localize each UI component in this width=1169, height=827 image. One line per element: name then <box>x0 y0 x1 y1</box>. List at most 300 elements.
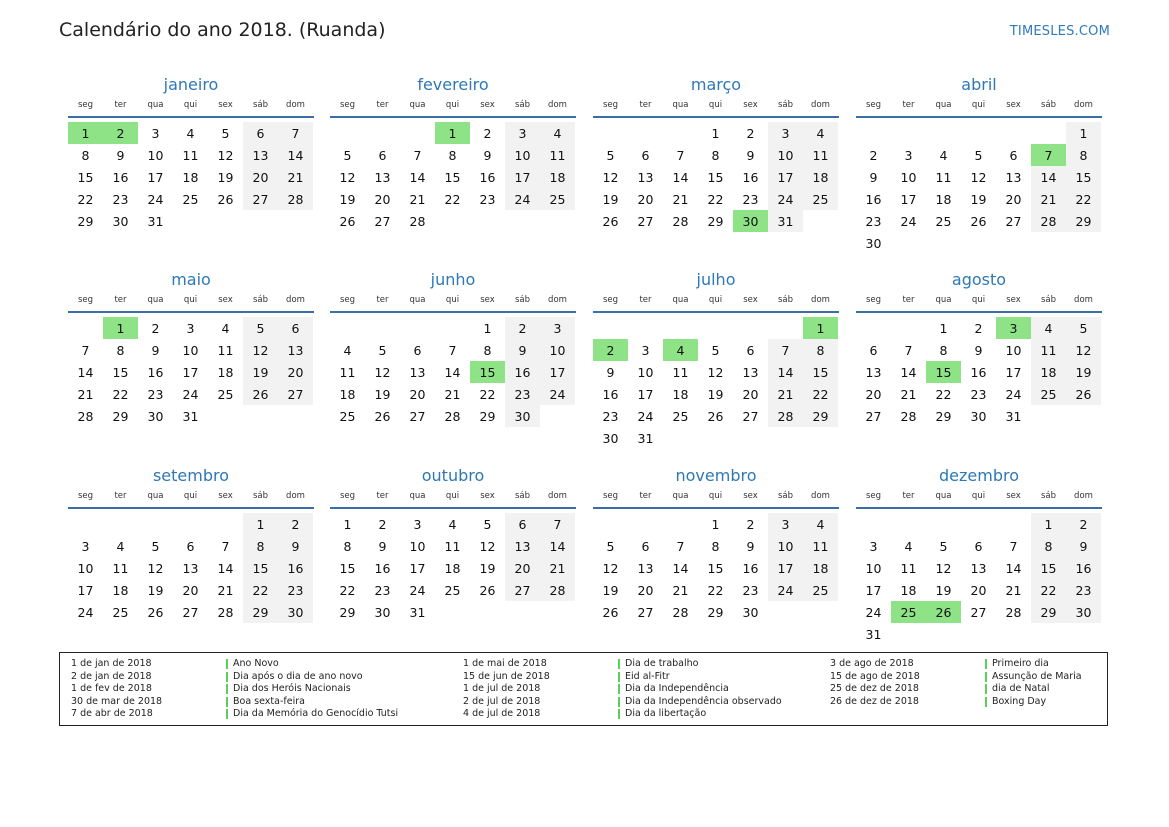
day-cell: 12 <box>1066 339 1101 361</box>
day-cell: 16 <box>278 557 313 579</box>
weekday-label: sáb <box>514 100 531 110</box>
legend-date: 2 de jan de 2018 <box>71 670 152 682</box>
day-cell: 2 <box>746 516 755 532</box>
day-cell: 4 <box>904 538 913 554</box>
day-cell: 11 <box>112 560 129 576</box>
weekday-label: sáb <box>514 491 531 501</box>
weekday-label: dom <box>1074 491 1093 501</box>
month-title: março <box>690 75 742 94</box>
day-cell: 1 <box>1031 513 1066 535</box>
empty-cell <box>768 317 803 339</box>
day-cell: 7 <box>221 538 230 554</box>
weekday-label: dom <box>811 491 830 501</box>
empty-cell <box>138 513 173 535</box>
day-cell: 1 <box>483 320 492 336</box>
month-divider <box>68 507 314 509</box>
day-grid <box>330 317 576 427</box>
legend-row <box>463 708 782 721</box>
day-grid <box>68 122 314 232</box>
month-novembro <box>593 465 839 623</box>
day-cell: 27 <box>742 408 759 424</box>
day-cell: 26 <box>1066 383 1101 405</box>
day-cell: 13 <box>243 144 278 166</box>
day-cell: 22 <box>707 191 724 207</box>
legend-date: 2 de jul de 2018 <box>463 695 541 707</box>
month-julho <box>593 269 839 449</box>
day-cell: 17 <box>768 557 803 579</box>
day-cell: 30 <box>742 604 759 620</box>
legend-date: 30 de mar de 2018 <box>71 695 163 707</box>
day-cell: 1 <box>939 320 948 336</box>
holiday-day-cell: 4 <box>663 339 698 361</box>
empty-cell <box>891 122 926 144</box>
legend-holiday-name: Boa sexta-feira <box>233 695 305 707</box>
weekday-label: ter <box>902 295 915 305</box>
month-dezembro <box>856 465 1102 645</box>
day-cell: 30 <box>112 213 129 229</box>
empty-cell <box>400 317 435 339</box>
day-cell: 9 <box>974 342 983 358</box>
legend-holiday-name: Dia da Memória do Genocídio Tutsi <box>233 708 399 719</box>
day-cell: 25 <box>803 579 838 601</box>
month-maio <box>68 269 314 427</box>
day-cell: 29 <box>243 601 278 623</box>
day-cell: 9 <box>746 538 755 554</box>
day-cell: 11 <box>672 364 689 380</box>
legend-row <box>463 696 782 709</box>
day-cell: 10 <box>182 342 199 358</box>
day-grid <box>593 513 839 623</box>
day-cell: 3 <box>768 513 803 535</box>
day-cell: 4 <box>939 147 948 163</box>
day-cell: 5 <box>343 147 352 163</box>
weekday-label: qua <box>147 100 164 110</box>
day-cell: 19 <box>970 191 987 207</box>
day-cell: 21 <box>278 166 313 188</box>
legend-marker <box>226 672 228 682</box>
weekday-label: ter <box>639 100 652 110</box>
weekday-label: seg <box>339 100 356 110</box>
day-cell: 23 <box>479 191 496 207</box>
month-março <box>593 74 839 232</box>
legend-date: 15 de jun de 2018 <box>463 670 550 682</box>
weekday-label: qui <box>445 491 460 501</box>
day-cell: 12 <box>970 169 987 185</box>
holiday-day-cell: 15 <box>926 361 961 383</box>
day-cell: 8 <box>711 147 720 163</box>
day-cell: 19 <box>243 361 278 383</box>
weekday-label: dom <box>811 100 830 110</box>
day-cell: 25 <box>444 582 461 598</box>
day-cell: 13 <box>865 364 882 380</box>
weekday-label: qui <box>971 491 986 501</box>
day-cell: 16 <box>112 169 129 185</box>
day-cell: 20 <box>742 386 759 402</box>
day-cell: 21 <box>1005 582 1022 598</box>
legend-row <box>71 696 398 709</box>
day-cell: 26 <box>602 213 619 229</box>
weekday-header <box>330 293 576 308</box>
day-cell: 30 <box>1066 601 1101 623</box>
weekday-label: sáb <box>252 295 269 305</box>
weekday-label: sáb <box>777 295 794 305</box>
day-cell: 24 <box>77 604 94 620</box>
legend-marker <box>226 709 228 719</box>
day-cell: 25 <box>935 213 952 229</box>
legend-row <box>463 658 782 671</box>
day-cell: 13 <box>1005 169 1022 185</box>
day-cell: 22 <box>77 191 94 207</box>
weekday-label: dom <box>286 491 305 501</box>
weekday-label: sáb <box>514 295 531 305</box>
day-cell: 17 <box>409 560 426 576</box>
day-cell: 11 <box>444 538 461 554</box>
weekday-label: qui <box>183 295 198 305</box>
empty-cell <box>68 513 103 535</box>
empty-cell <box>400 122 435 144</box>
empty-cell <box>208 513 243 535</box>
legend-row <box>71 671 398 684</box>
weekday-label: sáb <box>1040 295 1057 305</box>
weekday-label: sex <box>218 295 233 305</box>
holiday-day-cell: 1 <box>803 317 838 339</box>
day-cell: 11 <box>900 560 917 576</box>
weekday-header <box>856 293 1102 308</box>
day-cell: 27 <box>243 188 278 210</box>
weekday-label: seg <box>602 491 619 501</box>
legend-date: 1 de jan de 2018 <box>71 658 152 669</box>
day-cell: 27 <box>505 579 540 601</box>
day-cell: 29 <box>112 408 129 424</box>
month-abril <box>856 74 1102 254</box>
day-cell: 20 <box>182 582 199 598</box>
day-cell: 6 <box>278 317 313 339</box>
day-cell: 4 <box>116 538 125 554</box>
day-cell: 4 <box>540 122 575 144</box>
month-divider <box>330 507 576 509</box>
day-cell: 6 <box>186 538 195 554</box>
empty-cell <box>365 122 400 144</box>
empty-cell <box>663 122 698 144</box>
day-cell: 22 <box>339 582 356 598</box>
day-cell: 10 <box>768 144 803 166</box>
legend-holiday-name: Primeiro dia <box>992 658 1049 669</box>
day-cell: 14 <box>672 169 689 185</box>
day-cell: 27 <box>1005 213 1022 229</box>
day-cell: 29 <box>1031 601 1066 623</box>
day-cell: 8 <box>1066 144 1101 166</box>
empty-cell <box>663 317 698 339</box>
legend-holiday-name: Ano Novo <box>233 658 279 669</box>
day-cell: 24 <box>147 191 164 207</box>
holiday-day-cell: 30 <box>733 210 768 232</box>
day-grid <box>330 513 576 623</box>
month-divider <box>68 116 314 118</box>
day-cell: 12 <box>707 364 724 380</box>
empty-cell <box>961 513 996 535</box>
weekday-label: qua <box>672 100 689 110</box>
day-cell: 9 <box>278 535 313 557</box>
weekday-label: seg <box>865 100 882 110</box>
day-cell: 23 <box>147 386 164 402</box>
day-cell: 31 <box>409 604 426 620</box>
month-fevereiro <box>330 74 576 232</box>
legend-row <box>830 671 1082 684</box>
day-cell: 28 <box>672 213 689 229</box>
day-cell: 10 <box>540 339 575 361</box>
legend-date: 1 de fev de 2018 <box>71 683 152 694</box>
holiday-legend <box>59 652 1108 726</box>
day-grid <box>593 122 839 232</box>
day-cell: 11 <box>935 169 952 185</box>
day-cell: 26 <box>374 408 391 424</box>
day-cell: 25 <box>112 604 129 620</box>
day-cell: 21 <box>1031 188 1066 210</box>
day-cell: 23 <box>742 582 759 598</box>
day-cell: 20 <box>637 582 654 598</box>
empty-cell <box>663 513 698 535</box>
month-divider <box>856 507 1102 509</box>
day-cell: 6 <box>974 538 983 554</box>
day-cell: 28 <box>409 213 426 229</box>
day-cell: 9 <box>116 147 125 163</box>
day-cell: 20 <box>409 386 426 402</box>
day-cell: 13 <box>970 560 987 576</box>
legend-marker <box>226 659 228 669</box>
day-cell: 10 <box>409 538 426 554</box>
day-cell: 2 <box>505 317 540 339</box>
day-cell: 25 <box>672 408 689 424</box>
day-cell: 10 <box>637 364 654 380</box>
day-cell: 3 <box>81 538 90 554</box>
empty-cell <box>628 513 663 535</box>
legend-holiday-name: Assunção de Maria <box>992 670 1082 682</box>
empty-cell <box>733 317 768 339</box>
empty-cell <box>103 513 138 535</box>
day-cell: 23 <box>112 191 129 207</box>
empty-cell <box>593 317 628 339</box>
month-divider <box>856 116 1102 118</box>
day-cell: 12 <box>479 538 496 554</box>
day-cell: 14 <box>444 364 461 380</box>
day-cell: 8 <box>711 538 720 554</box>
weekday-label: ter <box>114 295 127 305</box>
weekday-label: qua <box>147 295 164 305</box>
day-cell: 29 <box>479 408 496 424</box>
day-cell: 21 <box>217 582 234 598</box>
day-cell: 24 <box>768 188 803 210</box>
day-cell: 28 <box>217 604 234 620</box>
day-cell: 8 <box>343 538 352 554</box>
weekday-label: dom <box>811 295 830 305</box>
day-cell: 8 <box>116 342 125 358</box>
day-cell: 14 <box>540 535 575 557</box>
legend-date: 4 de jul de 2018 <box>463 708 541 719</box>
day-cell: 4 <box>803 513 838 535</box>
day-grid <box>593 317 839 449</box>
weekday-label: qui <box>183 491 198 501</box>
legend-column <box>71 658 398 721</box>
weekday-header <box>68 98 314 113</box>
weekday-label: ter <box>376 295 389 305</box>
day-cell: 23 <box>970 386 987 402</box>
day-cell: 5 <box>606 147 615 163</box>
weekday-label: ter <box>902 491 915 501</box>
month-divider <box>593 311 839 313</box>
weekday-label: qua <box>935 295 952 305</box>
empty-cell <box>628 317 663 339</box>
empty-cell <box>593 122 628 144</box>
weekday-label: qui <box>971 295 986 305</box>
empty-cell <box>856 513 891 535</box>
day-grid <box>68 317 314 427</box>
weekday-label: dom <box>286 295 305 305</box>
day-cell: 7 <box>278 122 313 144</box>
month-title: janeiro <box>163 75 219 94</box>
weekday-label: sex <box>480 295 495 305</box>
day-grid <box>856 513 1102 645</box>
day-grid <box>330 122 576 232</box>
empty-cell <box>856 317 891 339</box>
day-cell: 3 <box>641 342 650 358</box>
day-cell: 1 <box>343 516 352 532</box>
holiday-day-cell: 25 <box>891 601 926 623</box>
day-cell: 9 <box>151 342 160 358</box>
holiday-day-cell: 1 <box>435 122 470 144</box>
holiday-day-cell: 15 <box>470 361 505 383</box>
day-cell: 10 <box>768 535 803 557</box>
brand-link[interactable]: TIMESLES.COM <box>1009 24 1110 39</box>
day-cell: 11 <box>182 147 199 163</box>
day-grid <box>68 513 314 623</box>
day-cell: 26 <box>479 582 496 598</box>
weekday-label: sáb <box>777 100 794 110</box>
day-cell: 5 <box>483 516 492 532</box>
empty-cell <box>365 317 400 339</box>
day-cell: 15 <box>1031 557 1066 579</box>
day-cell: 31 <box>1005 408 1022 424</box>
legend-marker <box>226 684 228 694</box>
day-cell: 4 <box>221 320 230 336</box>
day-cell: 31 <box>182 408 199 424</box>
month-divider <box>856 311 1102 313</box>
day-cell: 14 <box>672 560 689 576</box>
day-cell: 24 <box>768 579 803 601</box>
weekday-label: qui <box>183 100 198 110</box>
day-cell: 3 <box>869 538 878 554</box>
day-cell: 20 <box>243 166 278 188</box>
legend-holiday-name: Dia da Independência observado <box>625 695 782 707</box>
month-title: julho <box>696 270 736 289</box>
day-cell: 24 <box>1005 386 1022 402</box>
day-cell: 15 <box>707 560 724 576</box>
day-cell: 2 <box>483 125 492 141</box>
day-cell: 8 <box>1031 535 1066 557</box>
day-cell: 29 <box>935 408 952 424</box>
day-cell: 9 <box>1066 535 1101 557</box>
month-setembro <box>68 465 314 623</box>
day-cell: 27 <box>970 604 987 620</box>
weekday-label: seg <box>865 295 882 305</box>
month-divider <box>68 311 314 313</box>
legend-marker <box>226 697 228 707</box>
day-cell: 12 <box>243 339 278 361</box>
empty-cell <box>996 513 1031 535</box>
legend-date: 3 de ago de 2018 <box>830 658 914 669</box>
day-cell: 22 <box>707 582 724 598</box>
day-cell: 26 <box>970 213 987 229</box>
day-cell: 2 <box>746 125 755 141</box>
day-cell: 18 <box>935 191 952 207</box>
day-cell: 1 <box>711 125 720 141</box>
day-cell: 13 <box>637 560 654 576</box>
day-cell: 2 <box>378 516 387 532</box>
day-cell: 17 <box>505 166 540 188</box>
day-cell: 7 <box>1009 538 1018 554</box>
day-cell: 1 <box>711 516 720 532</box>
day-cell: 7 <box>448 342 457 358</box>
day-cell: 6 <box>378 147 387 163</box>
day-cell: 18 <box>444 560 461 576</box>
day-cell: 24 <box>900 213 917 229</box>
day-cell: 19 <box>1066 361 1101 383</box>
day-cell: 22 <box>1031 579 1066 601</box>
day-cell: 27 <box>865 408 882 424</box>
weekday-label: qui <box>445 295 460 305</box>
day-cell: 8 <box>243 535 278 557</box>
legend-holiday-name: Dia de trabalho <box>625 658 699 669</box>
weekday-label: sáb <box>777 491 794 501</box>
day-cell: 26 <box>707 408 724 424</box>
weekday-label: sex <box>743 100 758 110</box>
legend-date: 1 de mai de 2018 <box>463 658 547 669</box>
day-cell: 7 <box>540 513 575 535</box>
weekday-label: qui <box>708 491 723 501</box>
day-cell: 11 <box>339 364 356 380</box>
day-cell: 24 <box>505 188 540 210</box>
day-grid <box>856 122 1102 254</box>
day-cell: 2 <box>869 147 878 163</box>
month-title: maio <box>171 270 211 289</box>
day-cell: 21 <box>900 386 917 402</box>
day-cell: 9 <box>746 147 755 163</box>
day-cell: 20 <box>970 582 987 598</box>
weekday-label: ter <box>376 491 389 501</box>
day-cell: 28 <box>672 604 689 620</box>
day-cell: 21 <box>77 386 94 402</box>
empty-cell <box>926 122 961 144</box>
day-cell: 6 <box>641 538 650 554</box>
day-cell: 18 <box>182 169 199 185</box>
weekday-label: dom <box>548 295 567 305</box>
day-cell: 29 <box>803 405 838 427</box>
month-title: abril <box>961 75 997 94</box>
day-cell: 22 <box>112 386 129 402</box>
day-cell: 2 <box>1066 513 1101 535</box>
day-cell: 23 <box>374 582 391 598</box>
day-cell: 18 <box>217 364 234 380</box>
weekday-header <box>856 98 1102 113</box>
day-cell: 18 <box>112 582 129 598</box>
day-cell: 17 <box>865 582 882 598</box>
weekday-label: sáb <box>252 100 269 110</box>
day-cell: 21 <box>444 386 461 402</box>
legend-date: 26 de dez de 2018 <box>830 695 919 707</box>
empty-cell <box>891 317 926 339</box>
day-cell: 6 <box>641 147 650 163</box>
day-cell: 20 <box>374 191 391 207</box>
day-cell: 27 <box>374 213 391 229</box>
